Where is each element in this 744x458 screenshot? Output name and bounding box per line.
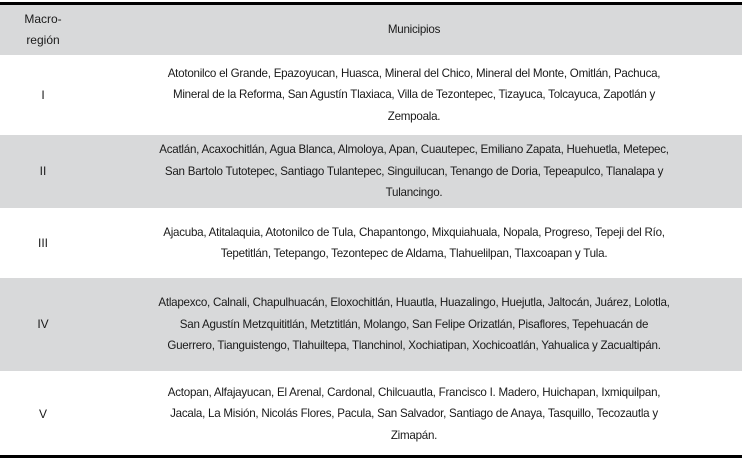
region-cell: V [38, 406, 47, 421]
cell-line: Zimapán. [390, 428, 438, 442]
cell-line: Tulancingo. [385, 186, 443, 200]
header-text: Macro- [24, 12, 62, 26]
cell-line: San Bartolo Tutotepec, Santiago Tulantepec, Singuilucan, Tenango de Doria, Tepeapulco, Tlanalapa y [164, 164, 664, 178]
table-row [0, 135, 742, 210]
region-cell: IV [37, 317, 49, 331]
municipios-cell [86, 222, 742, 265]
cell-line: Acatlán, Acaxochitlán, Agua Blanca, Almoloya, Apan, Cuautepec, Emiliano Zapata, Huehuetla, Metepec, [159, 143, 669, 157]
cell-line: Atotonilco el Grande, Epazoyucan, Huasca, Mineral del Chico, Mineral del Monte, Omitlán, Pachuca, [167, 66, 661, 80]
cell-line: Ajacuba, Atitalaquia, Atotonilco de Tula, Chapantongo, Mixquiahuala, Nopala, Progreso, Tepeji del Río, [163, 225, 665, 239]
cell-line: Tepetitlán, Tetepango, Tezontepec de Aldama, Tlahuelilpan, Tlaxcoapan y Tula. [220, 247, 608, 260]
region-cell: II [39, 164, 47, 178]
cell-line: Guerrero, Tianguistengo, Tlahuiltepa, Tlanchinol, Xochiatipan, Xochicoatlán, Yahualica y Zacualtipán. [167, 339, 661, 353]
cell-line: Jacala, La Misión, Nicolás Flores, Pacula, San Salvador, Santiago de Anaya, Tasquillo, Tecozautla y [170, 407, 658, 421]
table-row [0, 57, 742, 135]
municipios-cell [86, 63, 742, 128]
table-header [0, 5, 742, 57]
header-text: región [26, 33, 60, 47]
header-municipios: Municipios [387, 23, 441, 37]
region-cell: I [41, 87, 45, 102]
header-macroregion [0, 9, 86, 51]
cell-line: Mineral de la Reforma, San Agustín Tlaxiaca, Villa de Tezontepec, Tizayuca, Tolcayuca, Zapotlán y [172, 88, 656, 102]
cell-line: Atlapexco, Calnali, Chapulhuacán, Eloxochitlán, Huautla, Huazalingo, Huejutla, Jaltocán, Juárez, Lolotla, [158, 296, 670, 310]
municipios-table [0, 2, 742, 458]
table-row [0, 373, 742, 455]
table-row [0, 210, 742, 278]
municipios-cell [86, 139, 742, 204]
municipios-cell [86, 292, 742, 357]
municipios-cell [86, 382, 742, 447]
region-cell: III [37, 235, 48, 250]
table-row [0, 278, 742, 373]
cell-line: Actopan, Alfajayucan, El Arenal, Cardonal, Chilcuautla, Francisco I. Madero, Huichapan, Ixmiquilpan, [167, 385, 661, 399]
cell-line: Zempoala. [387, 109, 441, 123]
cell-line: San Agustín Metzquititlán, Metztitlán, Molango, San Felipe Orizatlán, Pisaflores, Tepehuacán de [179, 317, 649, 331]
